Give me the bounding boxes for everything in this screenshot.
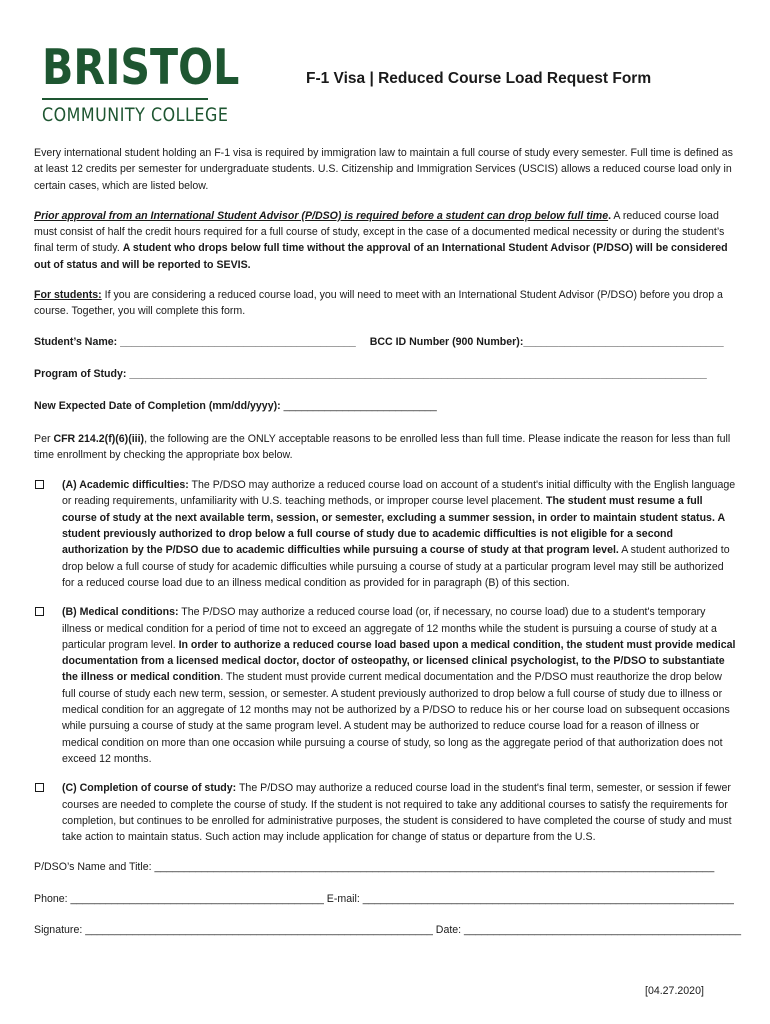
prior-approval-text: A reduced course load must consist of half the credit hours required for a full course of study, except in the case of a documented medical necessity or during the student’s final term of study. [34,209,725,255]
completion-date-field[interactable]: __________________________ [283,400,437,413]
academic-text [62,477,736,591]
student-info-line [34,334,736,350]
option-medical [34,604,736,767]
student-name-field[interactable]: Student’s Name: ________________________________________ [34,335,356,348]
intro-paragraph: Every international student holding an F-1 visa is required by immigration law to maintain a full course of study every semester. Full time is defined as at least 12 credits per semester for undergraduate students. U.S. Citizenship and Immigration Services (USCIS) allows a reduced course load only in certain cases, which are listed below. [34,147,733,192]
option-completion [34,780,736,845]
bristol-logo [42,39,240,126]
academic-text-1: The P/DSO may authorize a reduced course load on account of a student's initial difficulty with the English language or reading requirements, unfamiliarity with U.S. teaching methods, or improper course level placement. [62,479,736,508]
prior-approval-warning: A student who drops below full time without the approval of an International Student Advisor (P/DSO) will be considered out of status and will be reported to SEVIS. [34,242,728,271]
for-students-paragraph [34,287,736,320]
cfr-text: , the following are the ONLY acceptable reasons to be enrolled less than full time. Please indicate the reason for less than full time enrollment by checking the appropriate box below. [34,432,731,461]
medical-title: (B) Medical conditions: [62,606,179,619]
completion-checkbox[interactable] [35,783,44,792]
logo-college-text: COMMUNITY COLLEGE [42,105,229,126]
prior-approval-lead: Prior approval from an International Student Advisor (P/DSO) is required before a student can drop below full time [34,209,609,222]
completion-text [62,780,736,845]
medical-text-2: . The student must provide current medical documentation and the P/DSO must reauthorize the drop below full course of study each new term, session, or semester. A student previously authorized to drop below a full course of study due to illness or medical condition for an aggregate of 12 months may not be authorized by a P/DSO to reduce his or her course load on subsequent occasions while pursuing a course of study at the same program level. A student may be authorized to reduce course load for a reason of illness or medical condition on more than one occasion while pursuing a course of study, so long as the aggregate period of that authorization does not exceed 12 months. [62,671,730,765]
prior-approval-dot: . [608,209,612,222]
prior-approval-paragraph [34,208,736,273]
signature-block [34,859,741,938]
version-date: [04.27.2020] [645,985,704,997]
phone-email-field[interactable]: Phone: ___________________________________________ E-mail: _______________________________________________________________ [34,892,734,905]
signature-date-field[interactable]: Signature: ___________________________________________________________ Date: _______________________________________________ [34,923,741,936]
cfr-paragraph [34,431,736,464]
completion-date-label: New Expected Date of Completion (mm/dd/yyyy): [34,400,284,413]
academic-bold: The student must resume a full course of study at the next available term, session, or semester, excluding a summer session, in order to maintain student status. A student previously authorized to drop below a full course of study due to academic difficulties is not eligible for a second authorization by the P/DSO due to academic difficulties while pursuing a course of study at that program level. [62,495,725,557]
cfr-prefix: Per [34,432,54,445]
pdso-name-title-field[interactable]: P/DSO’s Name and Title: _______________________________________________________________________________________________ [34,861,715,874]
medical-checkbox[interactable] [35,607,44,616]
for-students-text: If you are considering a reduced course load, you will need to meet with an International Student Advisor (P/DSO) before you drop a course. Together, you will complete this form. [34,289,723,318]
bcc-id-field[interactable]: BCC ID Number (900 Number):__________________________________ [369,335,724,348]
completion-text-1: The P/DSO may authorize a reduced course load in the student's final term, semester, or session if fewer courses are needed to complete the course of study. If the student is not required to take any additional courses to satisfy the requirements for completion, but continues to be enrolled for administrative purposes, the student is considered to have completed the course of study and must take action to maintain status. Such action may include application for change of status or departure from the U.S. [62,782,732,844]
medical-text [62,604,736,767]
academic-text-2: A student authorized to drop below a full course of study for academic difficulties while pursuing a course of study at a particular program level may still be authorized for a reduced course load due to an illness medical condition as provided for in paragraph (B) of this section. [62,544,730,589]
for-students-lead: For students: [34,289,102,302]
program-of-study-field[interactable]: Program of Study: __________________________________________________________________________________________________ [34,367,707,380]
completion-date-line [34,398,736,414]
form-body [34,145,741,953]
logo-divider [42,98,208,100]
form-title: F-1 Visa | Reduced Course Load Request Form [306,70,652,87]
medical-bold: In order to authorize a reduced course load based upon a medical condition, the student must provide medical documentation from a licensed medical doctor, doctor of osteopathy, or licensed clinical psychologist, to the P/DSO to substantiate the illness or medical condition [62,638,736,684]
cfr-reference: CFR 214.2(f)(6)(iii) [53,432,145,445]
completion-title: (C) Completion of course of study: [62,782,237,795]
academic-checkbox[interactable] [35,480,44,489]
academic-title: (A) Academic difficulties: [62,479,189,492]
medical-text-1: The P/DSO may authorize a reduced course load (or, if necessary, no course load) due to a student's temporary illness or medical condition for a period of time not to exceed an aggregate of 12 months while the student is pursuing a course of study at a particular program level. [62,606,717,651]
option-academic [34,477,736,591]
logo-bristol-text: BRISTOL [42,39,240,96]
